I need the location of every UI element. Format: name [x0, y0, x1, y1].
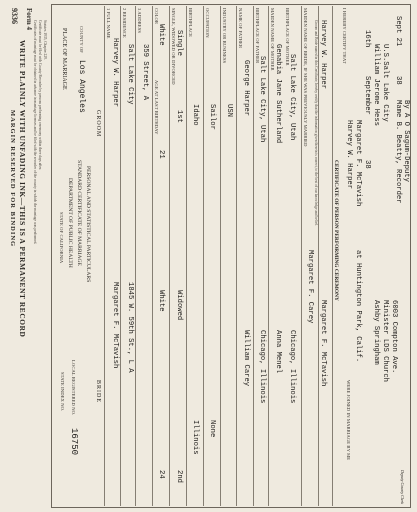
correct-statement: Groom and Bride named in this Certificate, hereby certify that the information given therein is correct, to the best of our knowledge and belief. — [314, 20, 318, 226]
groom-mother-maiden-name: Genabia Jane Sutherland — [274, 44, 282, 144]
groom-residence: Salt Lake City — [126, 44, 134, 105]
groom-father-birthplace: Salt Lake City, Utah — [258, 56, 266, 143]
officiant-residence: 6003 Compton Ave. — [390, 300, 398, 374]
joined-statement: WERE JOINED IN MARRIAGE BY ME — [346, 380, 351, 461]
filed-date: Sept 21 — [394, 16, 402, 47]
bride-father-birthplace: Chicago, Illinois — [258, 330, 266, 404]
groom-mother-birthplace: Salt Lake City, Utah — [288, 54, 296, 141]
bride-marital: Widowed — [175, 290, 183, 321]
ceremony-bride: Margaret F. McTavish — [354, 120, 362, 207]
deputy-county-clerk: Deputy County Clerk — [400, 470, 405, 504]
groom-marriage-number: 1st — [175, 110, 183, 123]
groom-birthplace-label: BIRTHPLACE — [188, 8, 193, 38]
bride-age: 24 — [157, 470, 165, 479]
officiant-title: Minister LDS Church — [381, 300, 389, 382]
county-label: COUNTY OF — [79, 26, 84, 53]
certificate-notice-1: Certificates of marriage must be obtained in advance in marriage licenses and be filed with the recorder of the county in which the marriage was performed. — [33, 20, 37, 245]
bride-marriage-number: 2nd — [175, 470, 183, 483]
certify-label: I HEREBY CERTIFY THAT — [342, 8, 347, 64]
ceremony-month: September — [363, 76, 371, 115]
local-registered-label: LOCAL REGISTERED NO. — [71, 360, 76, 416]
bride-mother-maiden-name: Anna Menel — [274, 330, 282, 374]
bride-residence: 1845 W. 59th St., L A — [126, 282, 134, 373]
deputy-name: By A O Sagum-Deputy — [402, 100, 410, 182]
groom-age: 21 — [157, 150, 165, 159]
permanent-record-notice: WRITE PLAINLY WITH UNFADING INK—THIS IS A PERMANENT RECORD — [18, 40, 27, 338]
form-number: Form 4 — [25, 8, 33, 30]
ceremony-place: at Huntington Park, Calif. — [354, 250, 362, 363]
rotated-certificate: MARGIN RESERVED FOR BINDING WRITE PLAINLY WITH UNFADING INK—THIS IS A PERMANENT RECORD Certificates of marriage must be obtained in advance in marriage licenses and be filed with the recorder of the county in which the marriage was performed. Certificate must be filed with County Recorder by persons performing ceremony within three days after. Statutes 1935, Chapter 229. Form 4 9336 STATE OF CALIFORNIA DEPARTMENT OF PUBLIC HEALTH STANDARD CERTIFICATE OF MARRIAGE PERSONAL AND STATISTICAL PARTICULARS STATE INDEX NO. LOCAL REGISTERED NO. 16750 Deputy County Clerk PLACE OF MARRIAGE COUNTY OF Los Angeles GROOM BRIDE 1 FULL NAME Harvey W. Harper 2 RESIDENCE Salt Lake City 3 ADDRESS 359 Street, A COLOR White AGE AT LAST BIRTHDAY 21 SINGLE, WIDOWED OR DIVORCED Single 1st BIRTHPLACE Idaho OCCUPATION Sailor INDUSTRY OR BUSINESS USN NAME OF FATHER George Harper BIRTHPLACE OF FATHER Salt Lake City, Utah MAIDEN NAME OF MOTHER Genabia Jane Sutherland BIRTHPLACE OF MOTHER Salt Lake City, Utah Margaret F. McTavish 1845 W. 59th St., L A White 24 Widowed 2nd Illinois None William Carey Chicago, Illinois Anna Menel Chicago, Illinois MAIDEN NAME OF BRIDE, IF SHE WAS PREVIOUSLY MARRIED Margaret F. Carey Harvey W. Harper Margaret F. McTavish Groom and Bride named in this Certificate, hereby certify that the information given therein is correct, to the best of our knowledge and belief. CERTIFICATE OF PERSON PERFORMING CEREMONY I HEREBY CERTIFY THAT Harvey W. Harper Margaret F. McTavish at Huntington Park, Calif. WERE JOINED IN MARRIAGE BY ME 16th September 38 William Jerome Hess U.S.Salt Lake City Ashby Springham Minister LDS Church 6003 Compton Ave. Sept 21 38 Mame B. Beatty, Recorder By A O Sagum-Deputy — [0, 0, 417, 512]
statutes-notice: Statutes 1935, Chapter 229. — [43, 20, 47, 60]
groom-full-name: Harvey W. Harper — [111, 38, 119, 108]
bride-heading: BRIDE — [95, 380, 101, 403]
bride-maiden-name: Margaret F. Carey — [306, 250, 314, 324]
groom-marital: Single — [175, 30, 183, 56]
ceremony-groom: Harvey W. Harper — [345, 120, 353, 190]
groom-signature: Harvey W. Harper — [319, 20, 327, 90]
groom-father-name: George Harper — [242, 60, 250, 117]
prior-name-label: MAIDEN NAME OF BRIDE, IF SHE WAS PREVIOUSLY MARRIED — [303, 8, 308, 147]
ceremony-heading: CERTIFICATE OF PERSON PERFORMING CEREMONY — [333, 160, 339, 301]
record-number: 9336 — [10, 8, 19, 24]
groom-industry: USN — [225, 104, 233, 117]
bride-occupation: None — [208, 420, 216, 438]
state-index-label: STATE INDEX NO. — [60, 372, 65, 412]
ceremony-day: 16th — [363, 30, 371, 48]
ceremony-year: 38 — [363, 160, 371, 169]
state-title: STATE OF CALIFORNIA — [59, 212, 64, 264]
recorder-name: Mame B. Beatty, Recorder — [394, 100, 402, 204]
local-registered-number: 16750 — [69, 428, 79, 456]
certificate-notice-2: Certificate must be filed with County Recorder by persons performing ceremony within three days after. — [38, 20, 42, 170]
filed-year: 38 — [394, 76, 402, 85]
county-value: Los Angeles — [77, 60, 86, 113]
bride-father-name: William Carey — [242, 330, 250, 387]
groom-occupation: Sailor — [208, 104, 216, 130]
officiant-name: Ashby Springham — [372, 300, 380, 365]
groom-heading: GROOM — [95, 110, 101, 138]
witness-name: William Jerome Hess — [372, 44, 380, 126]
department-title: DEPARTMENT OF PUBLIC HEALTH — [67, 178, 73, 268]
bride-birthplace: Illinois — [191, 420, 199, 455]
bride-full-name: Margaret F. McTavish — [111, 282, 119, 369]
witness-residence: U.S.Salt Lake City — [381, 44, 389, 122]
groom-color: White — [157, 24, 165, 46]
groom-address: 359 Street, A — [141, 44, 149, 101]
groom-marital-label: SINGLE, WIDOWED OR DIVORCED — [171, 8, 176, 85]
bride-mother-birthplace: Chicago, Illinois — [288, 330, 296, 404]
standard-certificate-title: STANDARD CERTIFICATE OF MARRIAGE — [76, 160, 82, 266]
personal-particulars-title: PERSONAL AND STATISTICAL PARTICULARS — [85, 166, 91, 283]
bride-color: White — [157, 290, 165, 312]
groom-birthplace: Idaho — [191, 104, 199, 126]
bride-signature: Margaret F. McTavish — [319, 300, 327, 387]
margin-reserved-notice: MARGIN RESERVED FOR BINDING — [9, 110, 16, 248]
place-of-marriage-label: PLACE OF MARRIAGE — [61, 28, 67, 90]
